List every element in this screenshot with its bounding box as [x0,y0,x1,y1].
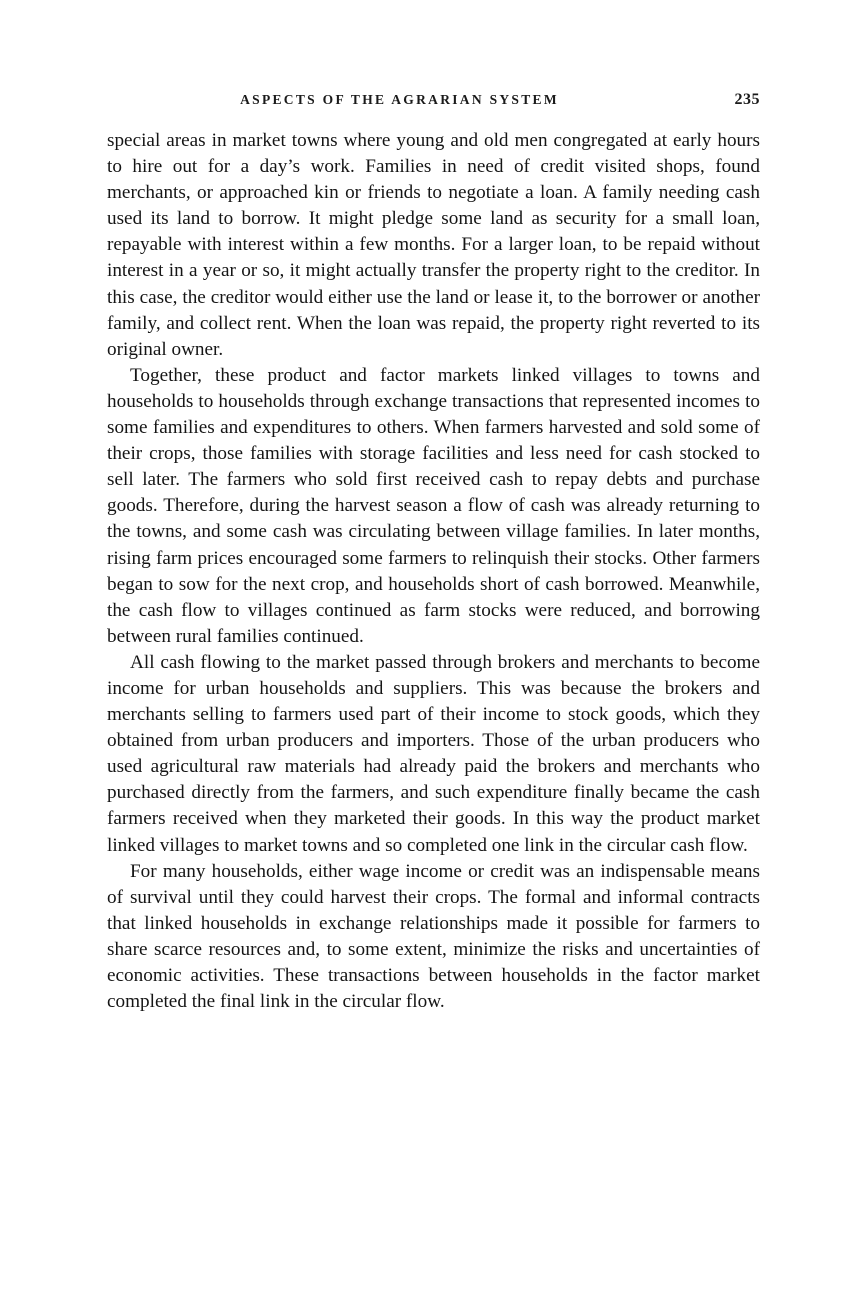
paragraph-cash-flow-brokers: All cash flowing to the market passed through brokers and merchants to become income for urban households and suppliers. This was because the brokers and merchants selling to farmers used part of their income to stock goods, which they obtained from urban producers and importers. Those of the urban producers who used agricultural raw materials had already paid the brokers and merchants who purchased directly from the farmers, and such expenditure finally became the cash farmers received when they marketed their goods. In this way the product market linked villages to market towns and so completed one link in the circular cash flow. [107,651,760,856]
paragraph-continued: special areas in market towns where young and old men congregated at early hours to hire out for a day’s work. Families in need of credit visited shops, found merchants, or approached kin or friends to negotiate a loan. A family needing cash used its land to borrow. It might pledge some land as security for a small loan, repayable with interest within a few months. For a larger loan, to be repaid without interest in a year or so, it might actually transfer the property right to the creditor. In this case, the creditor would either use the land or lease it, to the borrower or another family, and collect rent. When the loan was repaid, the property right reverted to its original owner. [107,130,760,360]
body-text [107,128,760,1015]
page-number: 235 [734,91,760,108]
paragraph-product-factor-markets: Together, these product and factor markets linked villages to towns and households to households through exchange transactions that represented incomes to some families and expenditures to others. When farmers harvested and sold some of their crops, those families with storage facilities and less need for cash stocked to sell later. The farmers who sold first received cash to repay debts and purchase goods. Therefore, during the harvest season a flow of cash was already returning to the towns, and some cash was circulating between village families. In later months, rising farm prices encouraged some farmers to relinquish their stocks. Other farmers began to sow for the next crop, and households short of cash borrowed. Meanwhile, the cash flow to villages continued as farm stocks were reduced, and borrowing between rural families continued. [107,364,760,647]
paragraph-wage-credit-survival: For many households, either wage income or credit was an indispensable means of survival until they could harvest their crops. The formal and informal contracts that linked households in exchange relationships made it possible for farmers to share scarce resources and, to some extent, minimize the risks and uncertainties of economic activities. These transactions between households in the factor market completed the final link in the circular flow. [107,860,760,1013]
running-head [107,92,760,116]
running-title: ASPECTS OF THE AGRARIAN SYSTEM [240,92,559,107]
